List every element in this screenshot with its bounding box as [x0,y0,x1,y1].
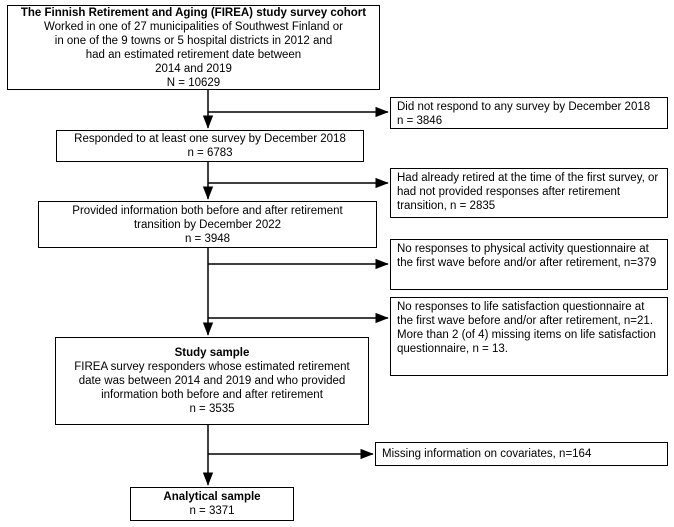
exclusion-text: Did not respond to any survey by December 2018 [397,101,651,113]
exclusion-n: n = 3846 [397,115,443,127]
responded-n: n = 6783 [187,147,233,159]
analytical-sample-title: Analytical sample [163,491,261,503]
provided-n: n = 3948 [184,232,231,245]
study-sample-box [55,337,369,425]
exclusion-text: Missing information on covariates, n=164 [382,448,592,460]
exclusion-box-covariates [375,442,668,466]
exclusion-box-already-retired [390,168,668,218]
exclusion-text: Had already retired at the time of the first survey, or had not provided responses after retirement transition, n = 2835 [397,172,659,212]
analytical-sample-n: n = 3371 [189,505,235,517]
cohort-n: N = 10629 [166,76,221,89]
study-sample-n: n = 3535 [189,403,235,415]
cohort-line: Worked in one of 27 municipalities of Southwest Finland or [44,20,343,33]
provided-line: transition by December 2022 [133,218,282,231]
study-sample-line: FIREA survey responders whose estimated retirement [74,361,350,373]
exclusion-box-life-satisfaction [390,297,668,376]
exclusion-text: No responses to life satisfaction questionnaire at the first wave before and/or after retirement, n=21. [397,301,654,327]
responded-text: Responded to at least one survey by December 2018 [74,133,346,145]
exclusion-text: No responses to physical activity questionnaire at the first wave before and/or after retirement, n=379 [397,243,657,269]
provided-box [38,201,377,248]
provided-line: Provided information both before and after retirement [72,204,343,217]
study-sample-title: Study sample [174,347,250,359]
exclusion-box-physical-activity [390,239,668,290]
responded-box [56,130,364,162]
study-sample-line: date was between 2014 and 2019 and who provided [78,375,346,387]
study-sample-line: information both before and after retirement [101,389,323,401]
cohort-line: had an estimated retirement date between [85,48,302,61]
cohort-title: The Finnish Retirement and Aging (FIREA) study survey cohort [20,6,367,19]
exclusion-box-no-response [390,97,668,129]
exclusion-text: More than 2 (of 4) missing items on life satisfaction questionnaire, n = 13. [397,329,656,355]
cohort-box [7,5,380,90]
cohort-line: 2014 and 2019 [155,62,232,75]
analytical-sample-box [130,487,294,521]
cohort-line: in one of the 9 towns or 5 hospital districts in 2012 and [54,34,333,47]
